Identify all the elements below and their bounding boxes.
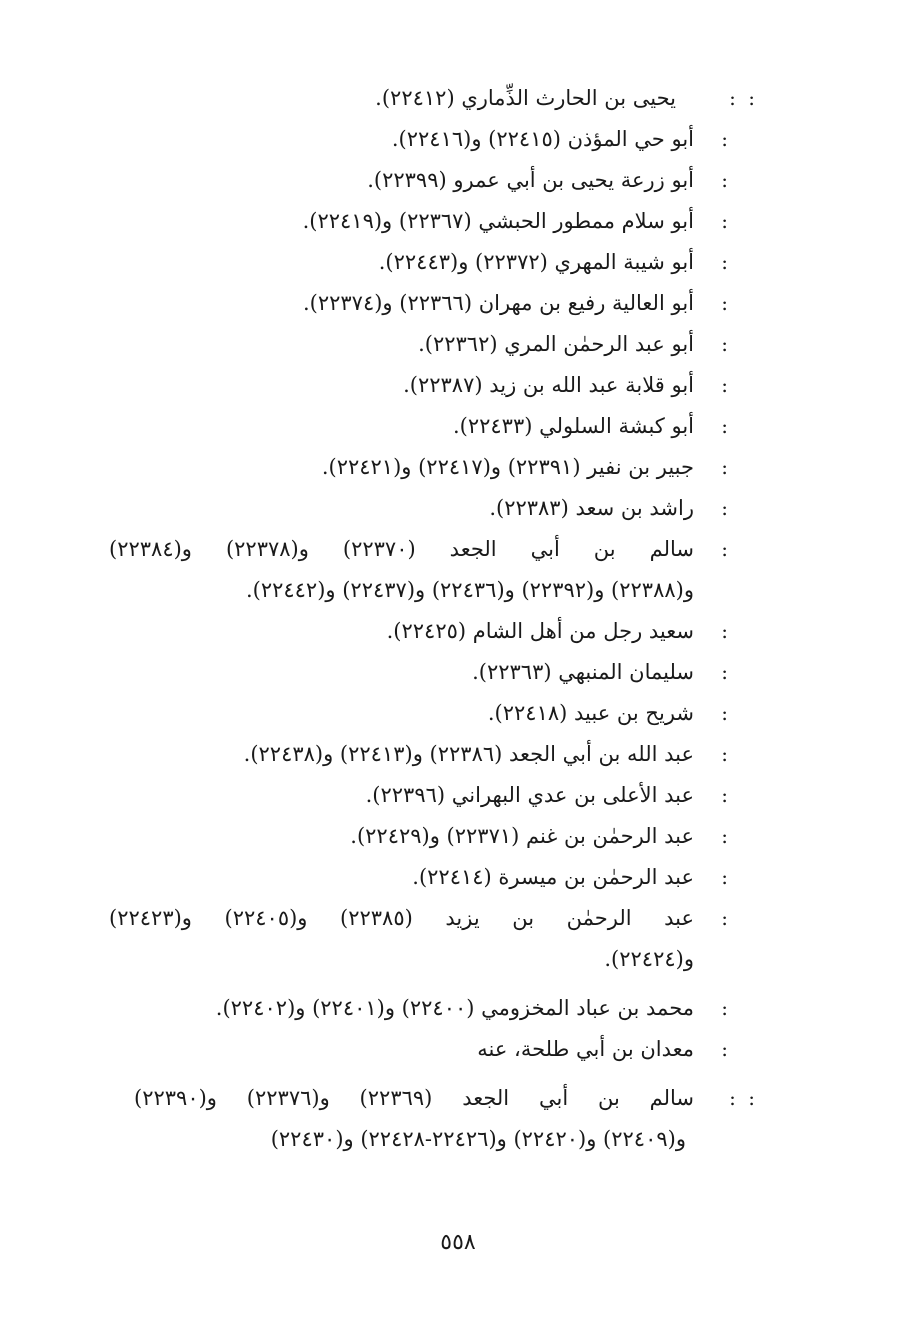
entry-text: سعيد رجل من أهل الشام (٢٢٤٢٥). <box>386 619 694 643</box>
entry-text: أبو شيبة المهري (٢٢٣٧٢) و(٢٢٤٤٣). <box>378 250 694 274</box>
entry-text: يحيى بن الحارث الذِّماري (٢٢٤١٢). <box>375 86 676 110</box>
entry-text: شريح بن عبيد (٢٢٤١٨). <box>487 701 694 725</box>
entry-marker: : : <box>729 1086 758 1110</box>
entry-marker: : <box>721 783 728 807</box>
list-item <box>109 529 728 570</box>
entry-marker: : <box>721 291 728 315</box>
entry-marker: : <box>721 742 728 766</box>
entry-marker: : <box>721 414 728 438</box>
entry-marker: : <box>721 373 728 397</box>
entry-text: عبد الرحمٰن بن غنم (٢٢٣٧١) و(٢٢٤٢٩). <box>350 824 694 848</box>
entry-text: أبو قلابة عبد الله بن زيد (٢٢٣٨٧). <box>403 373 694 397</box>
entry-marker: : <box>721 537 728 561</box>
entry-marker: : <box>721 996 728 1020</box>
list-item <box>116 406 728 447</box>
entry-text: سالم بن أبي الجعد (٢٢٣٧٠) و(٢٢٣٧٨) و(٢٢٣٨٤) <box>109 537 695 561</box>
list-item <box>116 242 728 283</box>
entry-marker: : <box>721 455 728 479</box>
entry-text: عبد الله بن أبي الجعد (٢٢٣٨٦) و(٢٢٤١٣) و(٢٢٤٣٨). <box>243 742 694 766</box>
list-item <box>116 693 728 734</box>
list-item <box>116 1029 728 1070</box>
entry-text: عبد الرحمٰن بن ميسرة (٢٢٤١٤). <box>412 865 694 889</box>
list-item <box>116 324 728 365</box>
entry-continuation: و(٢٢٤٢٤). <box>604 947 694 971</box>
narrator-index-list <box>109 78 758 1160</box>
entry-marker: : <box>721 332 728 356</box>
entry-text: أبو كبشة السلولي (٢٢٤٣٣). <box>452 414 694 438</box>
entry-marker: : <box>721 168 728 192</box>
entry-continuation: و(٢٢٤٠٩) و(٢٢٤٢٠) و(٢٢٤٢٦-٢٢٤٢٨) و(٢٢٤٣٠) <box>270 1127 686 1151</box>
entry-marker: : <box>721 209 728 233</box>
list-item <box>116 160 728 201</box>
list-item <box>116 652 728 693</box>
list-item <box>116 119 728 160</box>
list-item <box>116 775 728 816</box>
entry-text: جبير بن نفير (٢٢٣٩١) و(٢٢٤١٧) و(٢٢٤٢١). <box>321 455 694 479</box>
entry-text: سليمان المنبهي (٢٢٣٦٣). <box>472 660 694 684</box>
list-item <box>116 857 728 898</box>
list-item <box>116 201 728 242</box>
entry-marker: : : <box>729 86 758 110</box>
list-item <box>116 488 728 529</box>
entry-text: أبو العالية رفيع بن مهران (٢٢٣٦٦) و(٢٢٣٧٤). <box>302 291 694 315</box>
list-item <box>116 988 728 1029</box>
list-item <box>109 898 728 939</box>
entry-text: معدان بن أبي طلحة، عنه <box>477 1037 694 1061</box>
list-item <box>116 734 728 775</box>
entry-marker: : <box>721 250 728 274</box>
list-item <box>116 611 728 652</box>
entry-marker: : <box>721 906 728 930</box>
entry-text: أبو حي المؤذن (٢٢٤١٥) و(٢٢٤١٦). <box>391 127 694 151</box>
list-item <box>116 78 758 119</box>
entry-text: عبد الرحمٰن بن يزيد (٢٢٣٨٥) و(٢٢٤٠٥) و(٢٢٤٢٣) <box>109 906 695 930</box>
entry-marker: : <box>721 496 728 520</box>
list-item <box>116 447 728 488</box>
entry-marker: : <box>721 865 728 889</box>
entry-marker: : <box>721 619 728 643</box>
list-item <box>116 816 728 857</box>
entry-continuation: و(٢٢٣٨٨) و(٢٢٣٩٢) و(٢٢٤٣٦) و(٢٢٤٣٧) و(٢٢٤٤٢). <box>245 578 694 602</box>
list-item <box>116 1078 758 1119</box>
entry-text: عبد الأعلى بن عدي البهراني (٢٢٣٩٦). <box>365 783 694 807</box>
page-number: ٥٥٨ <box>440 1230 476 1255</box>
entry-text: أبو زرعة يحيى بن أبي عمرو (٢٢٣٩٩). <box>367 168 694 192</box>
entry-text: سالم بن أبي الجعد (٢٢٣٦٩) و(٢٢٣٧٦) و(٢٢٣٩٠) <box>134 1086 695 1110</box>
entry-text: راشد بن سعد (٢٢٣٨٣). <box>489 496 694 520</box>
list-item <box>116 283 728 324</box>
entry-text: أبو عبد الرحمٰن المري (٢٢٣٦٢). <box>418 332 694 356</box>
entry-marker: : <box>721 701 728 725</box>
entry-marker: : <box>721 1037 728 1061</box>
list-item <box>116 365 728 406</box>
entry-marker: : <box>721 824 728 848</box>
entry-marker: : <box>721 660 728 684</box>
entry-marker: : <box>721 127 728 151</box>
entry-text: أبو سلام ممطور الحبشي (٢٢٣٦٧) و(٢٢٤١٩). <box>302 209 694 233</box>
entry-text: محمد بن عباد المخزومي (٢٢٤٠٠) و(٢٢٤٠١) و(٢٢٤٠٢). <box>215 996 694 1020</box>
